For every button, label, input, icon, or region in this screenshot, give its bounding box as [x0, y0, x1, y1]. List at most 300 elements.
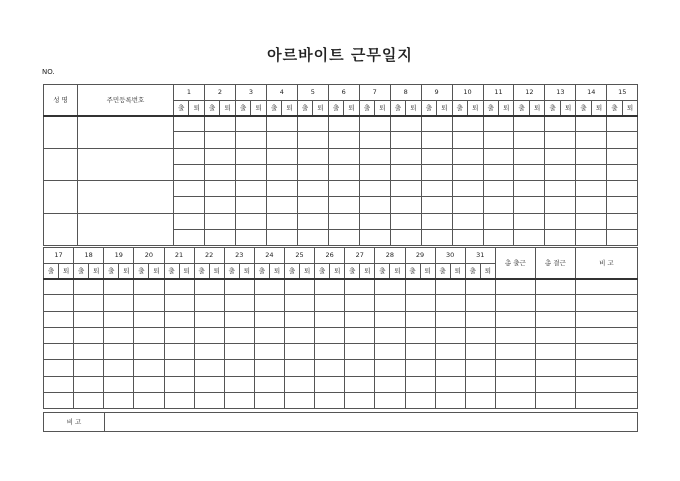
attendance-cell[interactable]: [204, 164, 235, 180]
attendance-cell[interactable]: [435, 327, 465, 343]
in-label: 출: [576, 101, 591, 116]
attendance-cell[interactable]: [345, 360, 375, 376]
attendance-cell[interactable]: [297, 213, 328, 229]
attendance-cell[interactable]: [483, 197, 514, 213]
name-cell[interactable]: [44, 148, 78, 181]
attendance-cell[interactable]: [164, 311, 194, 327]
attendance-cell[interactable]: [254, 279, 284, 295]
attendance-cell[interactable]: [104, 311, 134, 327]
attendance-cell[interactable]: [345, 344, 375, 360]
in-label: 출: [375, 264, 390, 279]
attendance-cell[interactable]: [545, 230, 576, 246]
attendance-cell[interactable]: [421, 197, 452, 213]
attendance-cell[interactable]: [266, 116, 297, 132]
total-absent-cell[interactable]: [535, 295, 575, 311]
attendance-cell[interactable]: [514, 116, 545, 132]
attendance-cell[interactable]: [74, 327, 104, 343]
attendance-cell[interactable]: [435, 311, 465, 327]
day-header: 8: [390, 85, 421, 101]
remarks-cell[interactable]: [575, 279, 637, 295]
attendance-cell[interactable]: [74, 360, 104, 376]
attendance-cell[interactable]: [514, 230, 545, 246]
attendance-cell[interactable]: [465, 311, 495, 327]
footer-remarks-field[interactable]: [105, 413, 638, 432]
out-label: 퇴: [450, 264, 465, 279]
attendance-cell[interactable]: [315, 327, 345, 343]
attendance-cell[interactable]: [435, 360, 465, 376]
attendance-cell[interactable]: [390, 181, 421, 197]
attendance-cell[interactable]: [328, 148, 359, 164]
attendance-cell[interactable]: [483, 181, 514, 197]
total-work-cell[interactable]: [495, 360, 535, 376]
attendance-cell[interactable]: [345, 393, 375, 409]
attendance-cell[interactable]: [576, 181, 607, 197]
attendance-cell[interactable]: [204, 230, 235, 246]
attendance-cell[interactable]: [254, 327, 284, 343]
attendance-cell[interactable]: [44, 344, 74, 360]
attendance-cell[interactable]: [514, 213, 545, 229]
attendance-cell[interactable]: [345, 279, 375, 295]
attendance-cell[interactable]: [104, 393, 134, 409]
attendance-cell[interactable]: [235, 164, 266, 180]
attendance-cell[interactable]: [375, 393, 405, 409]
total-work-cell[interactable]: [495, 279, 535, 295]
total-absent-cell[interactable]: [535, 393, 575, 409]
attendance-cell[interactable]: [297, 148, 328, 164]
attendance-cell[interactable]: [164, 295, 194, 311]
out-label: 퇴: [209, 264, 224, 279]
attendance-cell[interactable]: [134, 393, 164, 409]
attendance-cell[interactable]: [297, 230, 328, 246]
attendance-cell[interactable]: [405, 393, 435, 409]
attendance-cell[interactable]: [375, 376, 405, 392]
attendance-cell[interactable]: [328, 197, 359, 213]
attendance-cell[interactable]: [194, 344, 224, 360]
attendance-cell[interactable]: [254, 311, 284, 327]
attendance-cell[interactable]: [164, 360, 194, 376]
attendance-cell[interactable]: [134, 295, 164, 311]
attendance-cell[interactable]: [390, 132, 421, 148]
attendance-cell[interactable]: [74, 393, 104, 409]
attendance-cell[interactable]: [375, 279, 405, 295]
attendance-cell[interactable]: [465, 295, 495, 311]
attendance-cell[interactable]: [134, 311, 164, 327]
remarks-cell[interactable]: [575, 295, 637, 311]
total-work-cell[interactable]: [495, 376, 535, 392]
attendance-cell[interactable]: [224, 279, 254, 295]
attendance-cell[interactable]: [545, 116, 576, 132]
attendance-cell[interactable]: [44, 393, 74, 409]
remarks-cell[interactable]: [575, 311, 637, 327]
attendance-cell[interactable]: [194, 376, 224, 392]
day-header: 9: [421, 85, 452, 101]
attendance-cell[interactable]: [390, 164, 421, 180]
attendance-cell[interactable]: [174, 148, 205, 164]
attendance-cell[interactable]: [235, 230, 266, 246]
attendance-cell[interactable]: [405, 344, 435, 360]
attendance-cell[interactable]: [359, 230, 390, 246]
attendance-cell[interactable]: [164, 376, 194, 392]
attendance-cell[interactable]: [74, 311, 104, 327]
attendance-cell[interactable]: [421, 116, 452, 132]
name-cell[interactable]: [44, 213, 78, 246]
day-header: 21: [164, 248, 194, 264]
attendance-cell[interactable]: [607, 230, 638, 246]
remarks-cell[interactable]: [575, 327, 637, 343]
attendance-cell[interactable]: [315, 295, 345, 311]
attendance-cell[interactable]: [452, 164, 483, 180]
attendance-cell[interactable]: [421, 230, 452, 246]
attendance-cell[interactable]: [266, 230, 297, 246]
attendance-cell[interactable]: [44, 311, 74, 327]
id-number-cell[interactable]: [78, 213, 174, 246]
attendance-cell[interactable]: [328, 132, 359, 148]
attendance-cell[interactable]: [194, 360, 224, 376]
attendance-cell[interactable]: [104, 376, 134, 392]
attendance-cell[interactable]: [345, 311, 375, 327]
attendance-cell[interactable]: [390, 148, 421, 164]
attendance-cell[interactable]: [607, 132, 638, 148]
attendance-cell[interactable]: [285, 360, 315, 376]
total-work-cell[interactable]: [495, 311, 535, 327]
attendance-cell[interactable]: [328, 181, 359, 197]
attendance-cell[interactable]: [375, 344, 405, 360]
id-number-cell[interactable]: [78, 148, 174, 181]
in-label: 출: [74, 264, 89, 279]
attendance-cell[interactable]: [134, 376, 164, 392]
attendance-cell[interactable]: [235, 116, 266, 132]
id-number-cell[interactable]: [78, 181, 174, 214]
in-label: 출: [224, 264, 239, 279]
attendance-cell[interactable]: [266, 148, 297, 164]
total-absent-cell[interactable]: [535, 376, 575, 392]
attendance-cell[interactable]: [297, 197, 328, 213]
attendance-cell[interactable]: [224, 311, 254, 327]
attendance-cell[interactable]: [483, 132, 514, 148]
attendance-cell[interactable]: [254, 376, 284, 392]
attendance-cell[interactable]: [44, 279, 74, 295]
attendance-cell[interactable]: [465, 360, 495, 376]
attendance-cell[interactable]: [194, 393, 224, 409]
attendance-cell[interactable]: [375, 311, 405, 327]
attendance-cell[interactable]: [285, 327, 315, 343]
name-cell[interactable]: [44, 181, 78, 214]
attendance-cell[interactable]: [435, 344, 465, 360]
attendance-cell[interactable]: [285, 295, 315, 311]
name-cell[interactable]: [44, 116, 78, 149]
attendance-cell[interactable]: [74, 376, 104, 392]
attendance-cell[interactable]: [435, 295, 465, 311]
attendance-cell[interactable]: [576, 230, 607, 246]
attendance-cell[interactable]: [315, 279, 345, 295]
attendance-cell[interactable]: [483, 148, 514, 164]
attendance-cell[interactable]: [405, 311, 435, 327]
attendance-cell[interactable]: [405, 295, 435, 311]
attendance-cell[interactable]: [297, 132, 328, 148]
attendance-cell[interactable]: [235, 148, 266, 164]
attendance-cell[interactable]: [359, 181, 390, 197]
attendance-cell[interactable]: [235, 132, 266, 148]
id-number-cell[interactable]: [78, 116, 174, 149]
attendance-cell[interactable]: [235, 197, 266, 213]
attendance-cell[interactable]: [607, 181, 638, 197]
total-absent-cell[interactable]: [535, 279, 575, 295]
attendance-cell[interactable]: [74, 344, 104, 360]
attendance-cell[interactable]: [452, 213, 483, 229]
attendance-cell[interactable]: [576, 213, 607, 229]
attendance-cell[interactable]: [359, 148, 390, 164]
attendance-cell[interactable]: [345, 376, 375, 392]
attendance-cell[interactable]: [545, 148, 576, 164]
total-work-cell[interactable]: [495, 393, 535, 409]
attendance-cell[interactable]: [164, 344, 194, 360]
attendance-cell[interactable]: [607, 213, 638, 229]
remarks-cell[interactable]: [575, 376, 637, 392]
attendance-cell[interactable]: [285, 279, 315, 295]
attendance-cell[interactable]: [174, 197, 205, 213]
attendance-cell[interactable]: [465, 344, 495, 360]
attendance-cell[interactable]: [465, 279, 495, 295]
attendance-cell[interactable]: [194, 295, 224, 311]
attendance-cell[interactable]: [465, 393, 495, 409]
attendance-cell[interactable]: [224, 376, 254, 392]
attendance-cell[interactable]: [254, 360, 284, 376]
attendance-cell[interactable]: [545, 132, 576, 148]
attendance-cell[interactable]: [44, 295, 74, 311]
remarks-cell[interactable]: [575, 393, 637, 409]
attendance-cell[interactable]: [514, 148, 545, 164]
attendance-cell[interactable]: [483, 213, 514, 229]
attendance-cell[interactable]: [514, 181, 545, 197]
attendance-cell[interactable]: [266, 181, 297, 197]
attendance-cell[interactable]: [345, 295, 375, 311]
attendance-cell[interactable]: [224, 327, 254, 343]
attendance-cell[interactable]: [164, 279, 194, 295]
attendance-cell[interactable]: [254, 393, 284, 409]
attendance-cell[interactable]: [452, 132, 483, 148]
attendance-cell[interactable]: [194, 311, 224, 327]
day-header: 17: [44, 248, 74, 264]
attendance-cell[interactable]: [174, 213, 205, 229]
attendance-cell[interactable]: [315, 376, 345, 392]
attendance-cell[interactable]: [134, 360, 164, 376]
attendance-cell[interactable]: [452, 181, 483, 197]
attendance-cell[interactable]: [204, 116, 235, 132]
attendance-cell[interactable]: [235, 181, 266, 197]
attendance-cell[interactable]: [174, 132, 205, 148]
attendance-cell[interactable]: [576, 116, 607, 132]
attendance-cell[interactable]: [285, 344, 315, 360]
attendance-cell[interactable]: [545, 164, 576, 180]
attendance-cell[interactable]: [405, 376, 435, 392]
attendance-cell[interactable]: [607, 148, 638, 164]
attendance-cell[interactable]: [44, 360, 74, 376]
attendance-cell[interactable]: [421, 148, 452, 164]
attendance-cell[interactable]: [315, 360, 345, 376]
attendance-cell[interactable]: [266, 197, 297, 213]
attendance-cell[interactable]: [390, 230, 421, 246]
attendance-cell[interactable]: [483, 116, 514, 132]
total-absent-cell[interactable]: [535, 344, 575, 360]
out-label: 퇴: [119, 264, 134, 279]
in-label: 출: [607, 101, 622, 116]
in-label: 출: [266, 101, 281, 116]
attendance-cell[interactable]: [134, 279, 164, 295]
attendance-cell[interactable]: [465, 376, 495, 392]
attendance-cell[interactable]: [164, 327, 194, 343]
attendance-cell[interactable]: [465, 327, 495, 343]
total-work-cell[interactable]: [495, 327, 535, 343]
day-header: 25: [285, 248, 315, 264]
attendance-cell[interactable]: [359, 116, 390, 132]
attendance-cell[interactable]: [194, 327, 224, 343]
attendance-cell[interactable]: [607, 116, 638, 132]
attendance-cell[interactable]: [235, 213, 266, 229]
attendance-cell[interactable]: [224, 360, 254, 376]
attendance-cell[interactable]: [204, 132, 235, 148]
attendance-cell[interactable]: [164, 393, 194, 409]
attendance-cell[interactable]: [285, 376, 315, 392]
attendance-cell[interactable]: [421, 213, 452, 229]
out-label: 퇴: [480, 264, 495, 279]
attendance-cell[interactable]: [174, 116, 205, 132]
attendance-cell[interactable]: [104, 295, 134, 311]
attendance-cell[interactable]: [405, 279, 435, 295]
attendance-cell[interactable]: [104, 279, 134, 295]
attendance-cell[interactable]: [104, 360, 134, 376]
attendance-cell[interactable]: [435, 279, 465, 295]
attendance-cell[interactable]: [375, 327, 405, 343]
attendance-cell[interactable]: [315, 344, 345, 360]
attendance-cell[interactable]: [224, 295, 254, 311]
attendance-cell[interactable]: [254, 295, 284, 311]
attendance-cell[interactable]: [74, 295, 104, 311]
attendance-cell[interactable]: [452, 148, 483, 164]
attendance-cell[interactable]: [328, 213, 359, 229]
document-number-label: NO.: [42, 68, 55, 76]
attendance-cell[interactable]: [435, 393, 465, 409]
attendance-cell[interactable]: [224, 393, 254, 409]
attendance-cell[interactable]: [607, 197, 638, 213]
attendance-cell[interactable]: [452, 197, 483, 213]
attendance-cell[interactable]: [194, 279, 224, 295]
attendance-cell[interactable]: [204, 197, 235, 213]
day-header: 22: [194, 248, 224, 264]
remarks-cell[interactable]: [575, 344, 637, 360]
attendance-cell[interactable]: [421, 164, 452, 180]
out-label: 퇴: [437, 101, 452, 116]
total-absent-cell[interactable]: [535, 327, 575, 343]
attendance-cell[interactable]: [514, 197, 545, 213]
total-absent-cell[interactable]: [535, 311, 575, 327]
attendance-cell[interactable]: [390, 197, 421, 213]
attendance-cell[interactable]: [545, 213, 576, 229]
attendance-cell[interactable]: [204, 181, 235, 197]
attendance-cell[interactable]: [174, 164, 205, 180]
attendance-cell[interactable]: [134, 327, 164, 343]
attendance-cell[interactable]: [328, 116, 359, 132]
attendance-cell[interactable]: [204, 148, 235, 164]
out-label: 퇴: [330, 264, 345, 279]
page-title: 아르바이트 근무일지: [267, 46, 413, 64]
attendance-cell[interactable]: [224, 344, 254, 360]
attendance-cell[interactable]: [44, 376, 74, 392]
total-work-cell[interactable]: [495, 295, 535, 311]
attendance-cell[interactable]: [297, 181, 328, 197]
out-label: 퇴: [360, 264, 375, 279]
attendance-cell[interactable]: [285, 393, 315, 409]
attendance-cell[interactable]: [359, 213, 390, 229]
attendance-cell[interactable]: [576, 164, 607, 180]
attendance-cell[interactable]: [545, 181, 576, 197]
attendance-cell[interactable]: [104, 344, 134, 360]
attendance-cell[interactable]: [514, 132, 545, 148]
attendance-cell[interactable]: [576, 148, 607, 164]
attendance-cell[interactable]: [174, 181, 205, 197]
attendance-cell[interactable]: [328, 230, 359, 246]
day-header: 30: [435, 248, 465, 264]
attendance-cell[interactable]: [452, 230, 483, 246]
attendance-cell[interactable]: [359, 164, 390, 180]
attendance-cell[interactable]: [390, 116, 421, 132]
attendance-cell[interactable]: [44, 327, 74, 343]
attendance-cell[interactable]: [345, 327, 375, 343]
attendance-cell[interactable]: [254, 344, 284, 360]
attendance-cell[interactable]: [375, 295, 405, 311]
total-absent-cell[interactable]: [535, 360, 575, 376]
out-label: 퇴: [149, 264, 164, 279]
attendance-cell[interactable]: [405, 327, 435, 343]
total-work-cell[interactable]: [495, 344, 535, 360]
attendance-cell[interactable]: [266, 164, 297, 180]
attendance-cell[interactable]: [405, 360, 435, 376]
attendance-cell[interactable]: [483, 164, 514, 180]
attendance-cell[interactable]: [297, 116, 328, 132]
attendance-cell[interactable]: [174, 230, 205, 246]
attendance-cell[interactable]: [607, 164, 638, 180]
attendance-cell[interactable]: [375, 360, 405, 376]
attendance-cell[interactable]: [421, 132, 452, 148]
in-label: 출: [235, 101, 250, 116]
attendance-cell[interactable]: [359, 197, 390, 213]
attendance-cell[interactable]: [315, 311, 345, 327]
attendance-cell[interactable]: [576, 132, 607, 148]
attendance-cell[interactable]: [359, 132, 390, 148]
remarks-cell[interactable]: [575, 360, 637, 376]
attendance-cell[interactable]: [74, 279, 104, 295]
attendance-cell[interactable]: [204, 213, 235, 229]
attendance-cell[interactable]: [483, 230, 514, 246]
attendance-cell[interactable]: [266, 213, 297, 229]
attendance-cell[interactable]: [421, 181, 452, 197]
in-label: 출: [44, 264, 59, 279]
attendance-cell[interactable]: [285, 311, 315, 327]
attendance-cell[interactable]: [452, 116, 483, 132]
attendance-cell[interactable]: [545, 197, 576, 213]
attendance-cell[interactable]: [435, 376, 465, 392]
attendance-cell[interactable]: [297, 164, 328, 180]
attendance-cell[interactable]: [328, 164, 359, 180]
attendance-cell[interactable]: [315, 393, 345, 409]
attendance-cell[interactable]: [266, 132, 297, 148]
attendance-cell[interactable]: [390, 213, 421, 229]
attendance-cell[interactable]: [514, 164, 545, 180]
day-header: 28: [375, 248, 405, 264]
attendance-cell[interactable]: [134, 344, 164, 360]
attendance-cell[interactable]: [104, 327, 134, 343]
attendance-cell[interactable]: [576, 197, 607, 213]
out-label: 퇴: [251, 101, 266, 116]
